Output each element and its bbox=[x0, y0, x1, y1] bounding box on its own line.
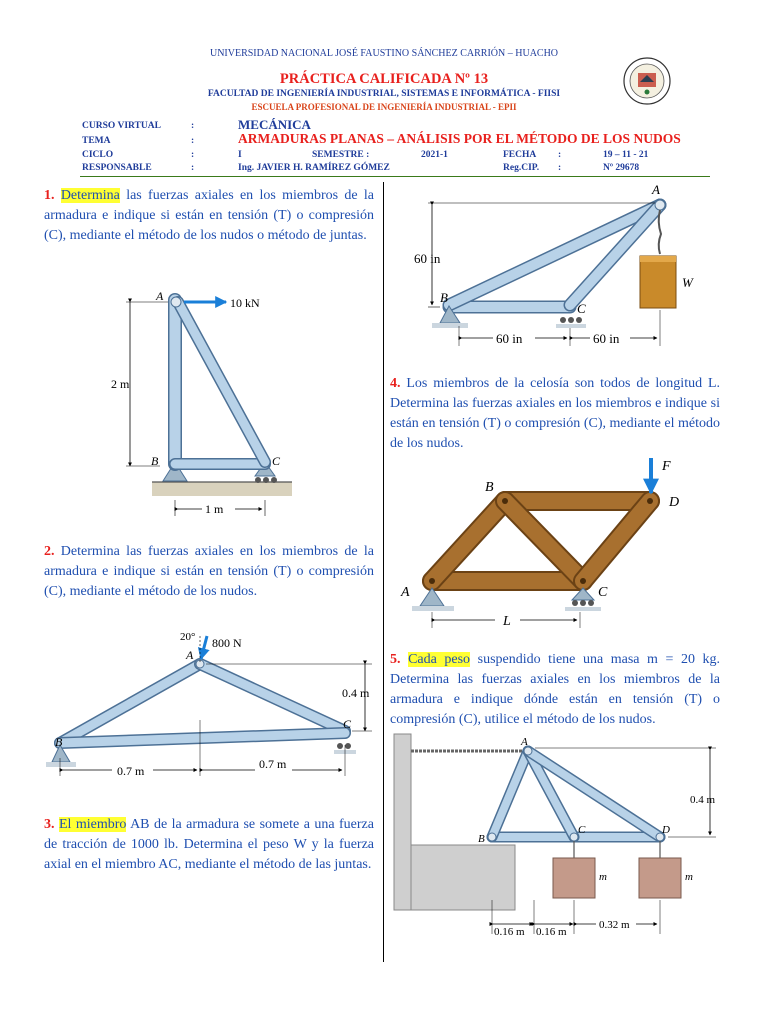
mass-block-1 bbox=[553, 858, 595, 898]
mass-label-1: m bbox=[599, 871, 607, 883]
regcip-value: Nº 29678 bbox=[603, 163, 640, 173]
problem-statement: Determina las fuerzas axiales en los miembros de la armadura e indique si están en tensión (T) o compresión (C), mediante el método de los nudos. bbox=[44, 544, 374, 599]
curso-label: CURSO VIRTUAL bbox=[82, 121, 161, 131]
member-ac bbox=[200, 664, 345, 731]
span-2-label: 0.7 m bbox=[259, 757, 287, 771]
width-dim-label: 1 m bbox=[205, 502, 224, 516]
length-label: L bbox=[503, 614, 511, 629]
tema-value: ARMADURAS PLANAS – ANÁLISIS POR EL MÉTODO DE LOS NUDOS bbox=[238, 131, 681, 146]
curso-value: MECÁNICA bbox=[238, 117, 311, 132]
university-name: UNIVERSIDAD NACIONAL JOSÉ FAUSTINO SÁNCHEZ CARRIÓN – HUACHO bbox=[209, 48, 559, 59]
problem-number: 4. bbox=[390, 376, 401, 391]
figure-2-truss bbox=[46, 636, 372, 776]
force-label: 800 N bbox=[212, 636, 242, 650]
ciclo-value: I bbox=[238, 150, 242, 160]
joint-label-a: A bbox=[521, 736, 528, 748]
tema-label: TEMA bbox=[82, 136, 111, 146]
member-bc bbox=[505, 501, 583, 581]
problem-number: 2. bbox=[44, 544, 55, 559]
wall bbox=[394, 734, 411, 910]
height-dim-label: 0.4 m bbox=[690, 794, 716, 806]
problem-statement: Los miembros de la celosía son todos de longitud L. Determina las fuerzas axiales en los miembros e indique si están en tensión (T) o compresión (C), mediante el método de los nudos. bbox=[390, 376, 720, 451]
semestre-value: 2021-1 bbox=[421, 150, 448, 160]
member-ab bbox=[449, 205, 660, 305]
member-ab bbox=[492, 751, 528, 837]
joint-label-b: B bbox=[440, 290, 448, 305]
colon: : bbox=[191, 121, 195, 131]
force-label: F bbox=[662, 459, 671, 474]
force-angle-label: 20° bbox=[180, 631, 196, 643]
colon: : bbox=[558, 150, 562, 160]
figure-3-truss bbox=[428, 200, 676, 346]
joint-label-a: A bbox=[156, 289, 164, 303]
hanging-weight bbox=[640, 256, 676, 308]
mass-block-2 bbox=[639, 858, 681, 898]
member-ab bbox=[60, 664, 200, 743]
joint-label-c: C bbox=[578, 824, 586, 836]
ground bbox=[152, 482, 292, 496]
member-cd bbox=[583, 501, 650, 581]
joint-label-c: C bbox=[343, 717, 352, 731]
chain bbox=[659, 210, 661, 254]
problem-number: 1. bbox=[44, 188, 55, 203]
joint-label-c: C bbox=[272, 454, 281, 468]
highlighted-word: Determina bbox=[60, 188, 120, 203]
responsable-label: RESPONSABLE bbox=[82, 163, 152, 173]
highlighted-word: Cada peso bbox=[408, 652, 471, 667]
fecha-value: 19 – 11 - 21 bbox=[603, 150, 649, 160]
problem-number: 5. bbox=[390, 652, 401, 667]
weight-label: W bbox=[682, 275, 693, 290]
mass-label-2: m bbox=[685, 871, 693, 883]
force-label: 10 kN bbox=[230, 296, 260, 310]
joint-label-a: A bbox=[652, 182, 660, 197]
colon: : bbox=[191, 136, 195, 146]
joint-label-d: D bbox=[662, 824, 670, 836]
semestre-label: SEMESTRE : bbox=[312, 150, 370, 160]
problem-statement: las fuerzas axiales en los miembros de la armadura e indique si están en tensión (T) o compresión (C), mediante el método de los nudos o método de juntas. bbox=[44, 188, 375, 243]
figure-1-truss bbox=[126, 297, 292, 516]
dim-3-label: 0.32 m bbox=[599, 919, 630, 931]
member-ac bbox=[178, 302, 265, 462]
joint-label-b: B bbox=[485, 480, 494, 495]
problem-number: 3. bbox=[44, 817, 55, 832]
span-2-label: 60 in bbox=[593, 331, 620, 346]
ledge bbox=[411, 845, 515, 910]
ciclo-label: CICLO bbox=[82, 150, 114, 160]
regcip-label: Reg.CIP. bbox=[503, 163, 540, 173]
height-dim-label: 2 m bbox=[111, 377, 130, 391]
figure-4-truss bbox=[412, 458, 653, 628]
joint-label-c: C bbox=[598, 585, 608, 600]
joint-label-a: A bbox=[401, 585, 410, 600]
force-arrow bbox=[201, 636, 207, 659]
member-ab bbox=[432, 501, 505, 581]
problem-statement: suspendido tiene una masa m = 20 kg. Determina las fuerzas axiales en los miembros de la armadura e indique dónde están en tensión (T) o compresión (C), utilice el método de los nudos. bbox=[390, 652, 720, 727]
span-1-label: 60 in bbox=[496, 331, 523, 346]
colon: : bbox=[558, 163, 562, 173]
colon: : bbox=[191, 163, 195, 173]
height-dim-label: 60 in bbox=[414, 251, 441, 266]
dim-1-label: 0.16 m bbox=[494, 926, 525, 938]
responsable-value: Ing. JAVIER H. RAMÍREZ GÓMEZ bbox=[238, 163, 390, 173]
joint-label-b: B bbox=[151, 454, 159, 468]
colon: : bbox=[191, 150, 195, 160]
exam-title: PRÁCTICA CALIFICADA Nº 13 bbox=[279, 71, 489, 87]
joint-label-b: B bbox=[55, 735, 63, 749]
joint-label-d: D bbox=[669, 495, 680, 510]
joint-label-c: C bbox=[577, 301, 586, 316]
member-bc bbox=[60, 733, 345, 743]
joint-label-b: B bbox=[478, 833, 485, 845]
height-dim-label: 0.4 m bbox=[342, 686, 370, 700]
span-1-label: 0.7 m bbox=[117, 764, 145, 778]
faculty-name: FACULTAD DE INGENIERÍA INDUSTRIAL, SISTEMAS E INFORMÁTICA - FIISI bbox=[207, 89, 561, 99]
problem-statement: AB de la armadura se somete a una fuerza de tracción de 1000 lb. Determina el peso W y la fuerza axial en el miembro AC, mediante el método de las juntas. bbox=[44, 817, 374, 872]
school-name: ESCUELA PROFESIONAL DE INGENIERÍA INDUSTRIAL - EPII bbox=[251, 102, 517, 112]
dim-2-label: 0.16 m bbox=[536, 926, 567, 938]
joint-label-a: A bbox=[186, 648, 194, 662]
highlighted-word: El miembro bbox=[58, 817, 127, 832]
fecha-label: FECHA bbox=[503, 150, 537, 160]
